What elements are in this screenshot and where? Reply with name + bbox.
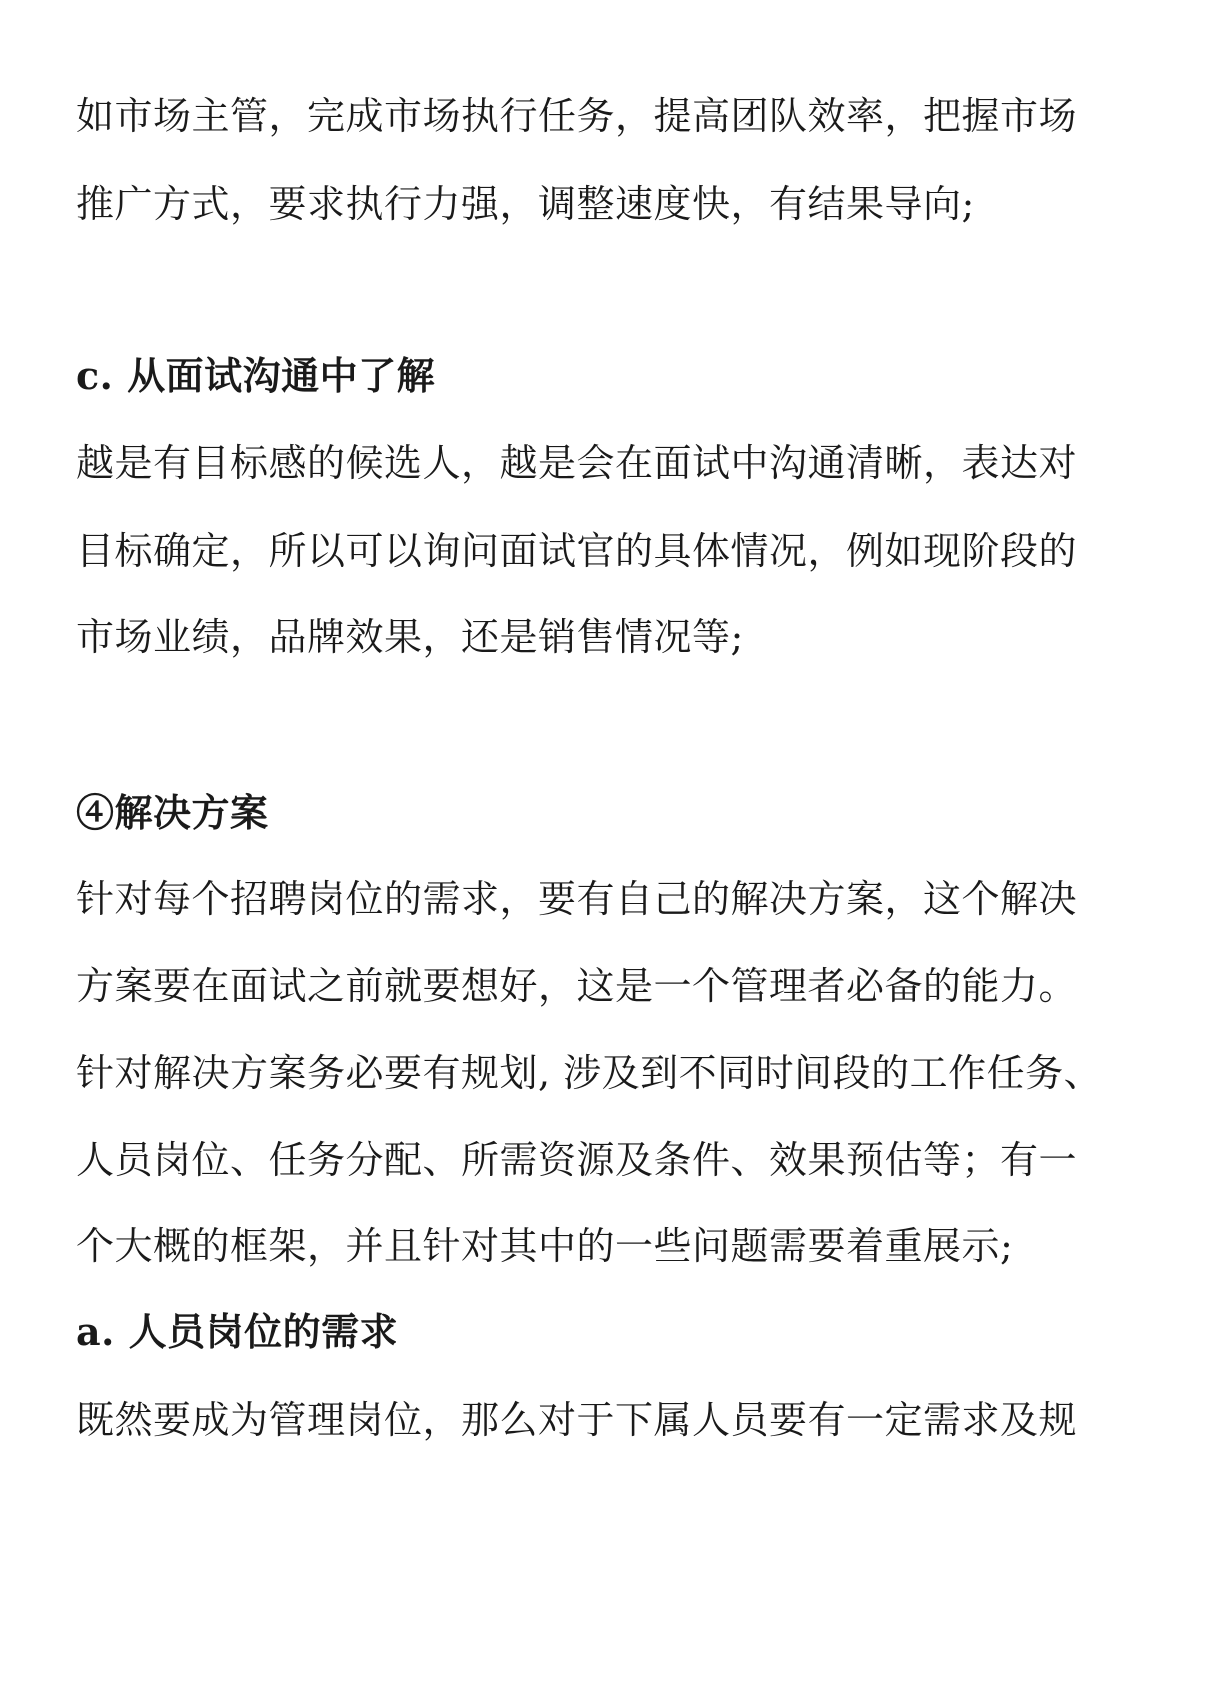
paragraph-line: 个大概的框架，并且针对其中的一些问题需要着重展示; <box>76 1224 1014 1268</box>
section-heading-c: c. 从面试沟通中了解 <box>76 353 436 398</box>
paragraph-line: 推广方式，要求执行力强，调整速度快，有结果导向; <box>76 182 975 226</box>
paragraph-line: 市场业绩，品牌效果，还是销售情况等; <box>76 615 744 659</box>
paragraph-line: 方案要在面试之前就要想好，这是一个管理者必备的能力。 <box>76 964 1078 1008</box>
paragraph-line: 针对每个招聘岗位的需求，要有自己的解决方案，这个解决 <box>76 877 1078 921</box>
paragraph-line: 既然要成为管理岗位，那么对于下属人员要有一定需求及规 <box>76 1398 1078 1442</box>
paragraph-line: 针对解决方案务必要有规划, 涉及到不同时间段的工作任务、 <box>76 1051 1103 1095</box>
paragraph-line: 如市场主管，完成市场执行任务，提高团队效率，把握市场 <box>76 94 1078 138</box>
paragraph-line: 人员岗位、任务分配、所需资源及条件、效果预估等；有一 <box>76 1138 1078 1182</box>
section-heading-4: ④解决方案 <box>76 790 269 835</box>
paragraph-line: 目标确定，所以可以询问面试官的具体情况，例如现阶段的 <box>76 529 1078 573</box>
section-heading-a: a. 人员岗位的需求 <box>76 1309 399 1354</box>
paragraph-line: 越是有目标感的候选人，越是会在面试中沟通清晰，表达对 <box>76 441 1078 485</box>
